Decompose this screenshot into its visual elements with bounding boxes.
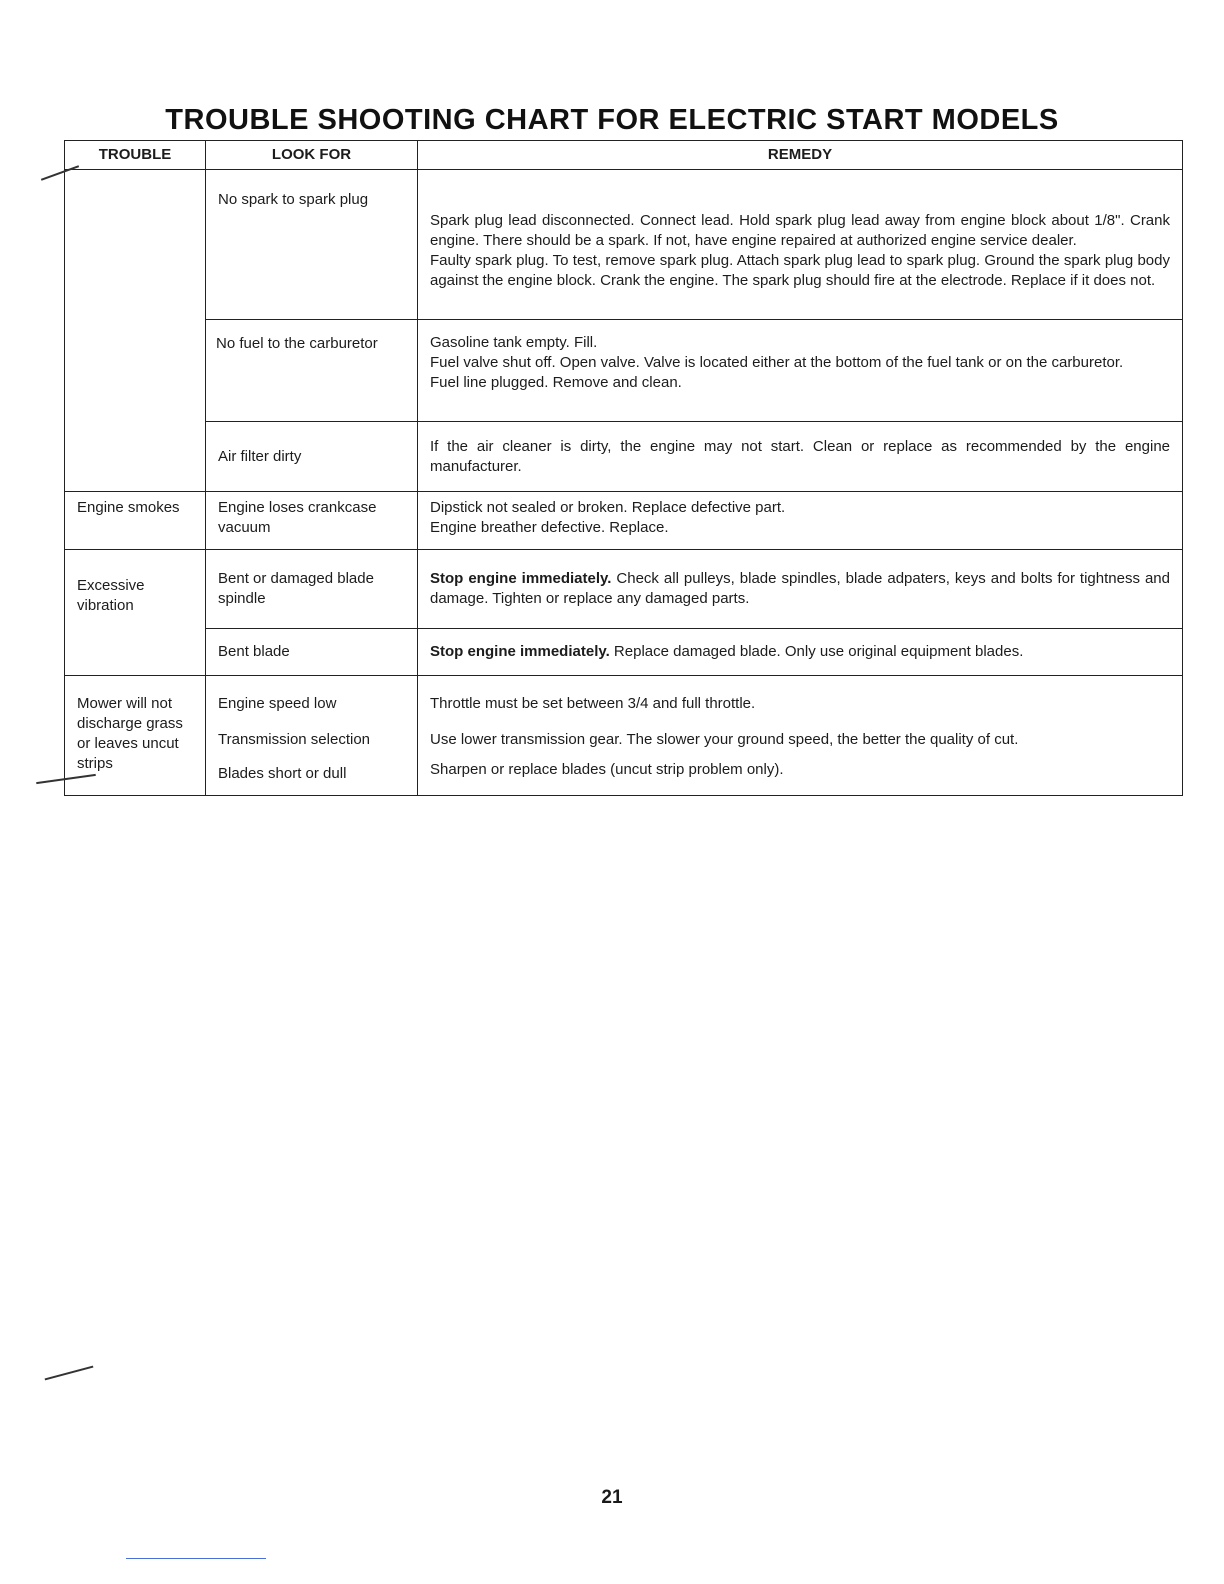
look-for-cell: Air filter dirty (206, 422, 418, 492)
remedy-cell (418, 492, 1183, 550)
footer-rule (126, 1558, 266, 1559)
trouble-cell: Engine smokes (65, 492, 206, 550)
table-row (65, 676, 1183, 796)
trouble-cell: Mower will not discharge grass or leaves uncut strips (65, 676, 206, 796)
look-for-line: Blades short or dull (218, 765, 347, 782)
scan-edge-mark (45, 1366, 94, 1381)
table-header-row (65, 141, 1183, 170)
table-row (65, 492, 1183, 550)
table-row (65, 170, 1183, 320)
table-row (65, 320, 1183, 422)
look-for-cell (206, 676, 418, 796)
table-row (65, 550, 1183, 629)
remedy-cell (418, 676, 1183, 796)
header-trouble: TROUBLE (65, 141, 206, 170)
header-remedy: REMEDY (418, 141, 1183, 170)
remedy-line: Spark plug lead disconnected. Connect lead. Hold spark plug lead away from engine block about 1/8". Crank engine. There should be a spark. If not, have engine repaired at authorized engine service dealer. (430, 211, 1170, 249)
remedy-line: Throttle must be set between 3/4 and full throttle. (430, 695, 756, 712)
header-look-for: LOOK FOR (206, 141, 418, 170)
table-row (65, 422, 1183, 492)
remedy-cell (418, 550, 1183, 629)
remedy-line: Use lower transmission gear. The slower your ground speed, the better the quality of cut. (430, 731, 1019, 748)
table-row (65, 629, 1183, 676)
look-for-cell: Bent or damaged blade spindle (206, 550, 418, 629)
look-for-cell: Bent blade (206, 629, 418, 676)
trouble-cell: Excessive vibration (65, 550, 206, 676)
trouble-cell-empty (65, 170, 206, 492)
remedy-line: Gasoline tank empty. Fill. (430, 334, 598, 351)
remedy-cell (418, 629, 1183, 676)
remedy-cell (418, 170, 1183, 320)
remedy-bold-lead: Stop engine immediately. (430, 570, 612, 587)
remedy-text: Check all pulleys, blade spindles, blade adpaters, keys and bolts for tightness and damage. Tighten or replace any damaged parts. (430, 570, 1170, 607)
remedy-cell (418, 422, 1183, 492)
remedy-line: Faulty spark plug. To test, remove spark plug. Attach spark plug lead to spark plug. Ground the spark plug body against the engine block. Crank the engine. The spark plug should fire at the electrode. Replace if it does not. (430, 251, 1170, 289)
remedy-text: Replace damaged blade. Only use original equipment blades. (609, 643, 1024, 660)
remedy-line: Dipstick not sealed or broken. Replace defective part. (430, 499, 786, 516)
remedy-bold-lead: Stop engine immediately. (430, 643, 610, 660)
page-number: 21 (601, 1487, 623, 1508)
look-for-line: Engine speed low (218, 695, 337, 712)
look-for-cell: No spark to spark plug (206, 170, 418, 320)
remedy-cell (418, 320, 1183, 422)
remedy-line: Engine breather defective. Replace. (430, 519, 669, 536)
page-title: TROUBLE SHOOTING CHART FOR ELECTRIC START MODELS (165, 104, 1059, 136)
look-for-cell: Engine loses crankcase vacuum (206, 492, 418, 550)
remedy-line: Sharpen or replace blades (uncut strip problem only). (430, 761, 784, 778)
look-for-line: Transmission selection (218, 731, 370, 748)
remedy-line: Fuel valve shut off. Open valve. Valve is located either at the bottom of the fuel tank or on the carburetor. (430, 354, 1124, 371)
troubleshooting-table (64, 140, 1183, 796)
remedy-line: Fuel line plugged. Remove and clean. (430, 374, 682, 391)
remedy-line: If the air cleaner is dirty, the engine may not start. Clean or replace as recommended by the engine manufacturer. (430, 437, 1170, 475)
look-for-cell: No fuel to the carburetor (206, 320, 418, 422)
